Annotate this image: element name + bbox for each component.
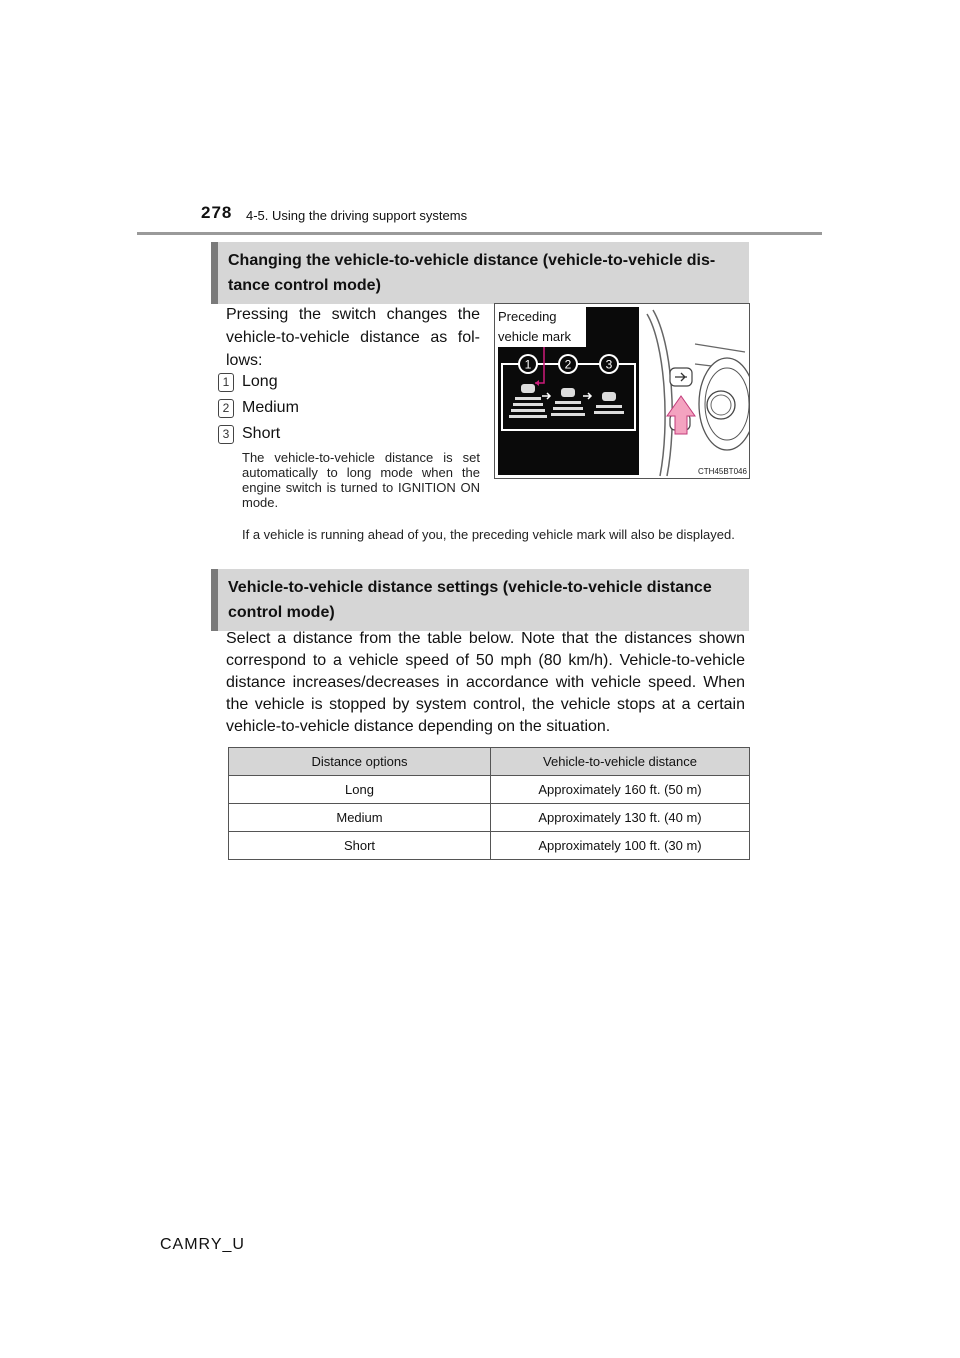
footer-model: CAMRY_U [160, 1236, 245, 1253]
preceding-label-line2: vehicle mark [498, 329, 571, 344]
table-cell: Long [229, 776, 491, 804]
distance-table [228, 747, 750, 860]
note-preceding: If a vehicle is running ahead of you, the preceding vehicle mark will also be displayed. [242, 527, 735, 542]
note-ignition: The vehicle-to-vehicle distance is set automatically to long mode when the engine switch is turned to IGNITION ON mode. [242, 450, 480, 510]
number-badge: 3 [218, 425, 234, 444]
header-rule [137, 232, 822, 235]
table-row [229, 832, 750, 860]
intro-paragraph: Pressing the switch changes the vehicle-to-vehicle distance as fol-lows: [226, 306, 480, 369]
marker-2-icon [558, 354, 578, 374]
heading-changing-distance [211, 242, 749, 304]
table-cell: Approximately 130 ft. (40 m) [491, 804, 750, 832]
settings-paragraph: Select a distance from the table below. Note that the distances shown correspond to a vehicle speed of 50 mph (80 km/h). Vehicle-to-vehicle distance increases/decreases in accordance with vehicle speed. When the vehicle is stopped by system control, the vehicle stops at a certain vehicle-to-vehicle distance depending on the situation. [226, 630, 745, 735]
marker-1-label: 1 [524, 357, 532, 372]
table-cell: Medium [229, 804, 491, 832]
table-row [229, 804, 750, 832]
list-item-label: Long [242, 373, 278, 390]
section-title: 4-5. Using the driving support systems [246, 208, 468, 223]
list-item [218, 421, 299, 447]
distance-list [218, 369, 299, 447]
marker-3-label: 3 [605, 357, 613, 372]
heading-line-1: Vehicle-to-vehicle distance settings (vehicle-to-vehicle distance [228, 579, 712, 596]
heading-line-2: tance control mode) [228, 277, 381, 294]
steering-switch-icon [647, 310, 749, 476]
page-number: 278 [201, 203, 233, 222]
list-item-label: Short [242, 425, 281, 442]
heading-distance-settings [211, 569, 749, 631]
column-header: Distance options [229, 748, 491, 776]
table-cell: Short [229, 832, 491, 860]
table-header-row [229, 748, 750, 776]
heading-line-2: control mode) [228, 604, 335, 621]
table-cell: Approximately 100 ft. (30 m) [491, 832, 750, 860]
list-item-label: Medium [242, 399, 299, 416]
number-badge: 1 [218, 373, 234, 392]
list-item [218, 395, 299, 421]
marker-2-label: 2 [564, 357, 572, 372]
preceding-vehicle-label [498, 307, 586, 347]
table-cell: Approximately 160 ft. (50 m) [491, 776, 750, 804]
list-item [218, 369, 299, 395]
table-row [229, 776, 750, 804]
heading-line-1: Changing the vehicle-to-vehicle distance (vehicle-to-vehicle dis- [228, 252, 716, 269]
marker-1-icon [518, 354, 538, 374]
figure-code: CTH45BT046 [698, 467, 747, 476]
column-header: Vehicle-to-vehicle distance [491, 748, 750, 776]
preceding-label-line1: Preceding [498, 309, 557, 324]
number-badge: 2 [218, 399, 234, 418]
marker-3-icon [599, 354, 619, 374]
